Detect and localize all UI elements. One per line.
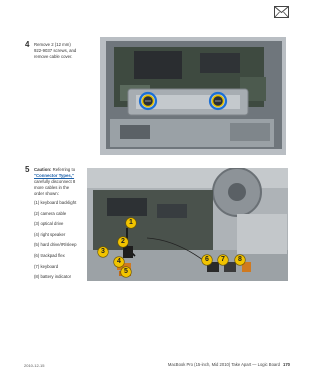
- caution-text: Referring to: [51, 167, 76, 172]
- footer-date: 2010-12-15: [24, 363, 45, 368]
- list-item: (2) camera cable: [34, 210, 67, 216]
- logic-board-screws-photo: [100, 37, 286, 155]
- step-text-line: carefully disconnect 8: [34, 179, 76, 184]
- list-item: (8) battery indicator: [34, 274, 72, 280]
- callout-8: 8: [235, 255, 245, 265]
- step-text-line: Remove 2 (12 mm): [34, 42, 71, 47]
- list-item: (7) keyboard: [34, 263, 59, 269]
- step-text-line: remove cable cover.: [34, 54, 73, 59]
- mail-icon[interactable]: [274, 6, 289, 18]
- footer-title-text: MacBook Pro (15-inch, Mid 2010) Take Apart — Logic Board: [167, 362, 280, 367]
- step-text-line: order shown:: [34, 191, 59, 196]
- connector-types-link[interactable]: "Connector Types,": [34, 173, 75, 178]
- list-item: (4) right speaker: [34, 231, 66, 237]
- logic-board-cables-photo: [87, 168, 288, 281]
- step-text-line: 922-9037 screws, and: [34, 48, 77, 53]
- page-number: 170: [283, 362, 290, 367]
- callout-5: 5: [121, 267, 131, 277]
- step-number: 5: [25, 165, 30, 174]
- callout-3: 3: [98, 247, 108, 257]
- list-item: (6) trackpad flex: [34, 252, 65, 258]
- footer-title: [168, 362, 290, 367]
- list-item: (3) optical drive: [34, 221, 64, 227]
- callout-6: 6: [202, 255, 212, 265]
- callout-1: 1: [126, 218, 136, 228]
- step-text-line: more cables in the: [34, 185, 70, 190]
- caution-label: Caution:: [34, 167, 52, 172]
- callout-2: 2: [118, 237, 128, 247]
- list-item: (5) hard drive/IR/sleep: [34, 242, 77, 248]
- list-item: (1) keyboard backlight: [34, 200, 77, 205]
- callout-7: 7: [218, 255, 228, 265]
- step-instructions: [34, 42, 94, 60]
- step-number: 4: [25, 40, 30, 49]
- callout-4: 4: [114, 257, 124, 267]
